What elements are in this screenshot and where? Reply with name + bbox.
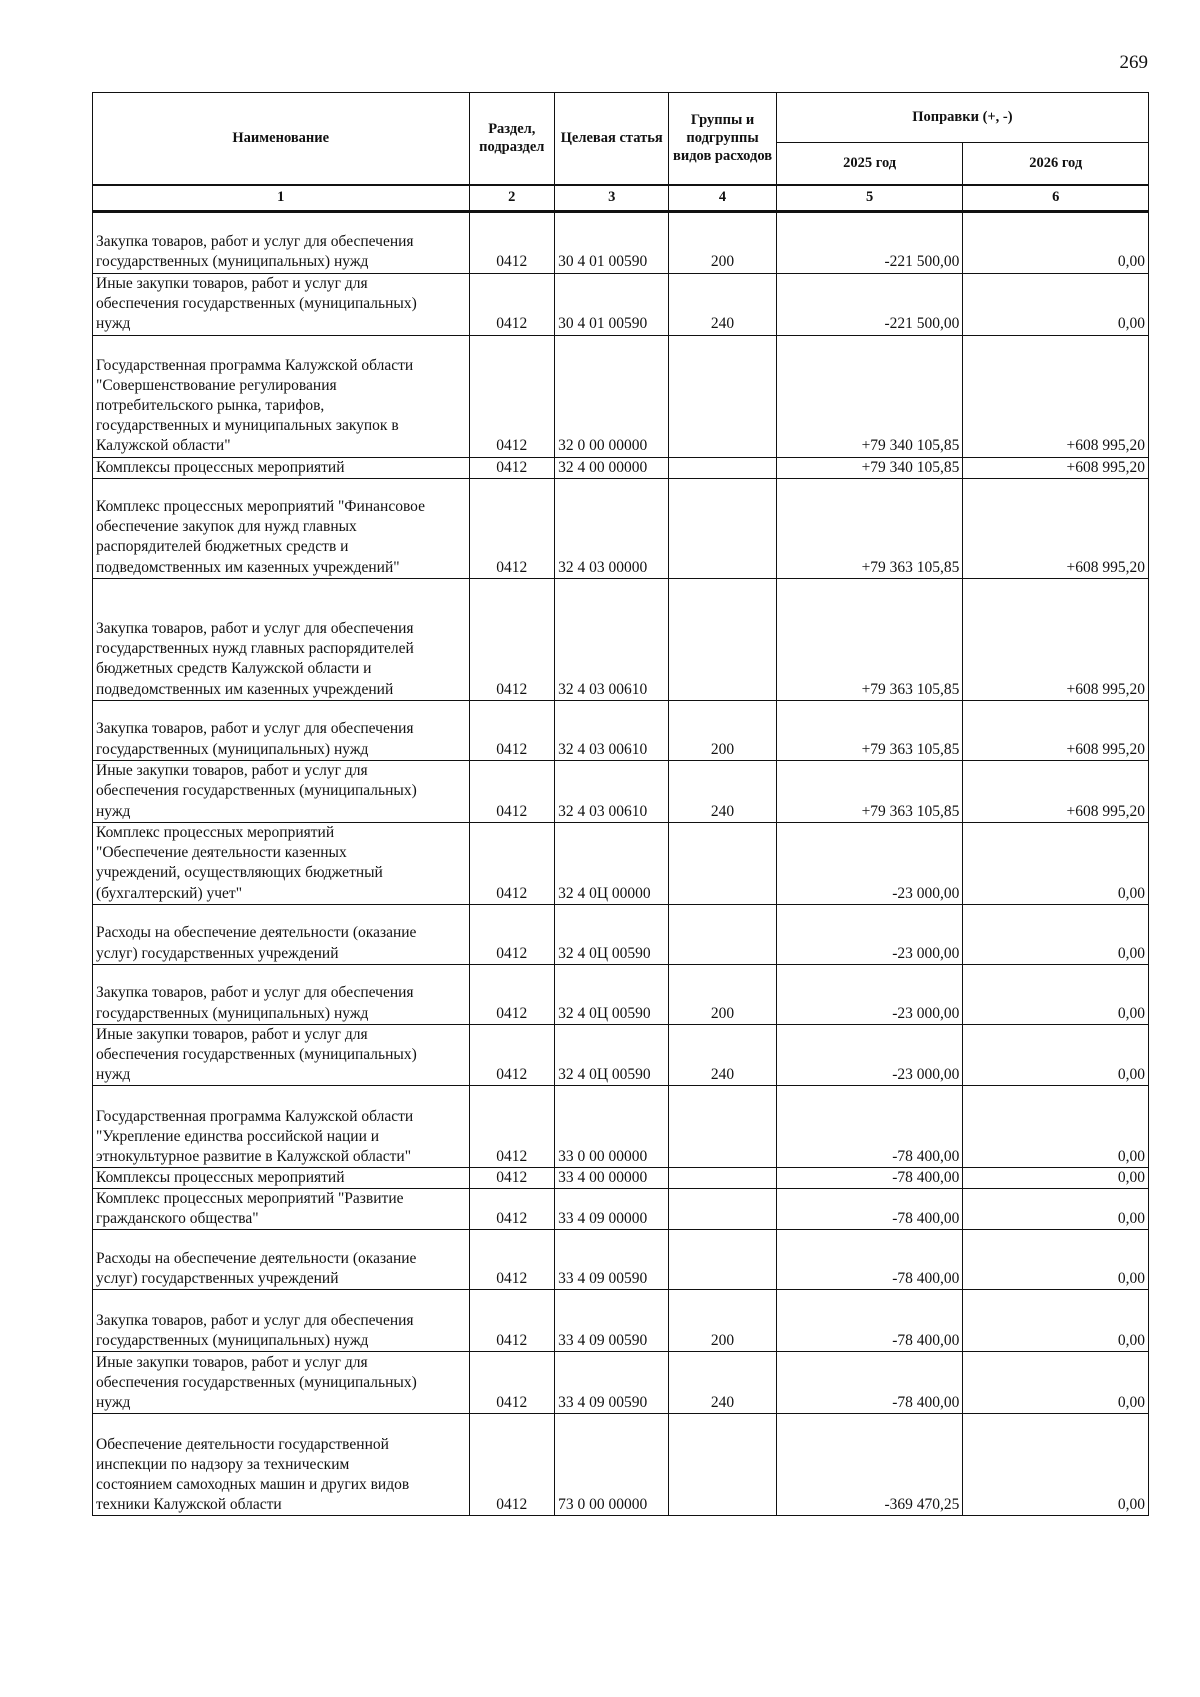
row-group-cell	[669, 1230, 777, 1290]
table-row	[93, 1024, 1149, 1085]
row-name-cell: Закупка товаров, работ и услуг для обеспечения государственных (муниципальных) нужд	[93, 964, 470, 1024]
table-row	[93, 1290, 1149, 1352]
row-2025-cell: -23 000,00	[776, 822, 963, 904]
row-name-cell: Иные закупки товаров, работ и услуг для обеспечения государственных (муниципальных) нужд	[93, 1352, 470, 1414]
row-2025-cell: -23 000,00	[776, 1024, 963, 1085]
row-group-cell	[669, 1414, 777, 1516]
row-name-cell: Государственная программа Калужской области "Совершенствование регулирования потребительского рынка, тарифов, государственных и муниципальных закупок в Калужской области"	[93, 335, 470, 457]
table-row	[93, 1414, 1149, 1516]
row-name-cell: Иные закупки товаров, работ и услуг для обеспечения государственных (муниципальных) нужд	[93, 760, 470, 822]
row-2025-cell: -23 000,00	[776, 964, 963, 1024]
header-section: Раздел, подраздел	[469, 93, 555, 185]
row-target-cell: 33 4 09 00000	[555, 1189, 669, 1230]
column-number: 5	[776, 185, 963, 212]
row-2025-cell: -221 500,00	[776, 211, 963, 273]
row-target-cell: 32 4 03 00610	[555, 700, 669, 760]
table-row	[93, 1086, 1149, 1168]
header-year-2025: 2025 год	[776, 143, 963, 185]
row-target-cell: 73 0 00 00000	[555, 1414, 669, 1516]
row-2025-cell: +79 363 105,85	[776, 700, 963, 760]
row-group-cell: 240	[669, 760, 777, 822]
column-number: 1	[93, 185, 470, 212]
row-target-cell: 32 4 0Ц 00590	[555, 1024, 669, 1085]
table-row	[93, 1352, 1149, 1414]
table-row	[93, 578, 1149, 700]
row-group-cell: 240	[669, 1024, 777, 1085]
row-group-cell: 240	[669, 273, 777, 335]
row-2025-cell: +79 340 105,85	[776, 335, 963, 457]
row-2026-cell: 0,00	[963, 904, 1149, 964]
row-2025-cell: +79 363 105,85	[776, 760, 963, 822]
row-2026-cell: 0,00	[963, 211, 1149, 273]
row-2026-cell: +608 995,20	[963, 478, 1149, 578]
row-group-cell	[669, 1168, 777, 1189]
row-2026-cell: 0,00	[963, 1024, 1149, 1085]
row-name-cell: Закупка товаров, работ и услуг для обеспечения государственных (муниципальных) нужд	[93, 211, 470, 273]
header-name: Наименование	[93, 93, 470, 185]
table-row	[93, 964, 1149, 1024]
row-2026-cell: 0,00	[963, 1189, 1149, 1230]
row-2026-cell: 0,00	[963, 1414, 1149, 1516]
row-group-cell: 240	[669, 1352, 777, 1414]
row-2026-cell: 0,00	[963, 1168, 1149, 1189]
row-target-cell: 32 4 00 00000	[555, 457, 669, 478]
row-section-cell: 0412	[469, 1189, 555, 1230]
table-row	[93, 1230, 1149, 1290]
row-group-cell	[669, 1086, 777, 1168]
row-group-cell	[669, 1189, 777, 1230]
header-amendments: Поправки (+, -)	[776, 93, 1148, 143]
row-target-cell: 32 4 03 00610	[555, 760, 669, 822]
row-section-cell: 0412	[469, 211, 555, 273]
row-section-cell: 0412	[469, 964, 555, 1024]
budget-amendments-table	[92, 92, 1149, 1516]
row-section-cell: 0412	[469, 1414, 555, 1516]
row-name-cell: Закупка товаров, работ и услуг для обеспечения государственных (муниципальных) нужд	[93, 1290, 470, 1352]
row-group-cell	[669, 478, 777, 578]
row-2026-cell: +608 995,20	[963, 457, 1149, 478]
row-2025-cell: -78 400,00	[776, 1086, 963, 1168]
table-row	[93, 478, 1149, 578]
row-2025-cell: -78 400,00	[776, 1230, 963, 1290]
row-group-cell	[669, 457, 777, 478]
row-name-cell: Комплекс процессных мероприятий "Развитие гражданского общества"	[93, 1189, 470, 1230]
row-group-cell	[669, 822, 777, 904]
row-2026-cell: +608 995,20	[963, 578, 1149, 700]
row-target-cell: 33 0 00 00000	[555, 1086, 669, 1168]
row-target-cell: 32 0 00 00000	[555, 335, 669, 457]
row-section-cell: 0412	[469, 478, 555, 578]
table-body	[93, 211, 1149, 1516]
row-target-cell: 33 4 09 00590	[555, 1290, 669, 1352]
column-number: 3	[555, 185, 669, 212]
row-section-cell: 0412	[469, 457, 555, 478]
row-name-cell: Обеспечение деятельности государственной инспекции по надзору за техническим состоянием самоходных машин и других видов техники Калужской области	[93, 1414, 470, 1516]
row-2025-cell: +79 363 105,85	[776, 578, 963, 700]
row-2026-cell: 0,00	[963, 1086, 1149, 1168]
row-2026-cell: 0,00	[963, 1290, 1149, 1352]
row-name-cell: Комплекс процессных мероприятий "Финансовое обеспечение закупок для нужд главных распорядителей бюджетных средств и подведомственных им казенных учреждений"	[93, 478, 470, 578]
row-name-cell: Государственная программа Калужской области "Укрепление единства российской нации и этнокультурное развитие в Калужской области"	[93, 1086, 470, 1168]
row-group-cell	[669, 904, 777, 964]
row-name-cell: Расходы на обеспечение деятельности (оказание услуг) государственных учреждений	[93, 1230, 470, 1290]
row-name-cell: Комплексы процессных мероприятий	[93, 457, 470, 478]
row-2025-cell: -78 400,00	[776, 1290, 963, 1352]
column-number: 2	[469, 185, 555, 212]
row-target-cell: 32 4 0Ц 00000	[555, 822, 669, 904]
table-row	[93, 335, 1149, 457]
header-target: Целевая статья	[555, 93, 669, 185]
row-target-cell: 33 4 09 00590	[555, 1230, 669, 1290]
row-section-cell: 0412	[469, 273, 555, 335]
row-name-cell: Закупка товаров, работ и услуг для обеспечения государственных (муниципальных) нужд	[93, 700, 470, 760]
row-section-cell: 0412	[469, 1290, 555, 1352]
table-row	[93, 273, 1149, 335]
row-group-cell: 200	[669, 1290, 777, 1352]
row-2026-cell: +608 995,20	[963, 335, 1149, 457]
row-section-cell: 0412	[469, 904, 555, 964]
row-name-cell: Закупка товаров, работ и услуг для обеспечения государственных нужд главных распорядителей бюджетных средств Калужской области и подведомственных им казенных учреждений	[93, 578, 470, 700]
table-row	[93, 457, 1149, 478]
row-2025-cell: -369 470,25	[776, 1414, 963, 1516]
table-row	[93, 1168, 1149, 1189]
row-name-cell: Комплексы процессных мероприятий	[93, 1168, 470, 1189]
row-2026-cell: 0,00	[963, 964, 1149, 1024]
row-2026-cell: +608 995,20	[963, 760, 1149, 822]
row-2025-cell: -78 400,00	[776, 1168, 963, 1189]
row-2026-cell: 0,00	[963, 1230, 1149, 1290]
row-target-cell: 30 4 01 00590	[555, 211, 669, 273]
page-number: 269	[1119, 52, 1148, 73]
row-target-cell: 33 4 09 00590	[555, 1352, 669, 1414]
table-row	[93, 760, 1149, 822]
row-target-cell: 32 4 0Ц 00590	[555, 964, 669, 1024]
row-section-cell: 0412	[469, 760, 555, 822]
row-2026-cell: 0,00	[963, 1352, 1149, 1414]
row-group-cell: 200	[669, 700, 777, 760]
row-2025-cell: +79 363 105,85	[776, 478, 963, 578]
row-section-cell: 0412	[469, 1230, 555, 1290]
header-year-2026: 2026 год	[963, 143, 1149, 185]
row-2025-cell: +79 340 105,85	[776, 457, 963, 478]
row-name-cell: Комплекс процессных мероприятий "Обеспечение деятельности казенных учреждений, осуществляющих бюджетный (бухгалтерский) учет"	[93, 822, 470, 904]
row-2026-cell: 0,00	[963, 822, 1149, 904]
row-2026-cell: 0,00	[963, 273, 1149, 335]
row-name-cell: Расходы на обеспечение деятельности (оказание услуг) государственных учреждений	[93, 904, 470, 964]
row-section-cell: 0412	[469, 1352, 555, 1414]
table-row	[93, 822, 1149, 904]
table-row	[93, 211, 1149, 273]
row-2025-cell: -78 400,00	[776, 1189, 963, 1230]
row-2025-cell: -78 400,00	[776, 1352, 963, 1414]
row-section-cell: 0412	[469, 335, 555, 457]
row-group-cell: 200	[669, 211, 777, 273]
row-2025-cell: -23 000,00	[776, 904, 963, 964]
row-group-cell	[669, 578, 777, 700]
row-section-cell: 0412	[469, 1168, 555, 1189]
table-row	[93, 700, 1149, 760]
row-group-cell	[669, 335, 777, 457]
header-groups: Группы и подгруппы видов расходов	[669, 93, 777, 185]
row-section-cell: 0412	[469, 1024, 555, 1085]
row-target-cell: 32 4 0Ц 00590	[555, 904, 669, 964]
row-2025-cell: -221 500,00	[776, 273, 963, 335]
row-target-cell: 32 4 03 00610	[555, 578, 669, 700]
table-row	[93, 1189, 1149, 1230]
row-2026-cell: +608 995,20	[963, 700, 1149, 760]
column-number: 4	[669, 185, 777, 212]
row-section-cell: 0412	[469, 578, 555, 700]
row-section-cell: 0412	[469, 1086, 555, 1168]
row-name-cell: Иные закупки товаров, работ и услуг для обеспечения государственных (муниципальных) нужд	[93, 1024, 470, 1085]
row-section-cell: 0412	[469, 822, 555, 904]
row-group-cell: 200	[669, 964, 777, 1024]
row-target-cell: 32 4 03 00000	[555, 478, 669, 578]
table-row	[93, 904, 1149, 964]
row-target-cell: 33 4 00 00000	[555, 1168, 669, 1189]
row-target-cell: 30 4 01 00590	[555, 273, 669, 335]
row-name-cell: Иные закупки товаров, работ и услуг для обеспечения государственных (муниципальных) нужд	[93, 273, 470, 335]
row-section-cell: 0412	[469, 700, 555, 760]
column-number: 6	[963, 185, 1149, 212]
